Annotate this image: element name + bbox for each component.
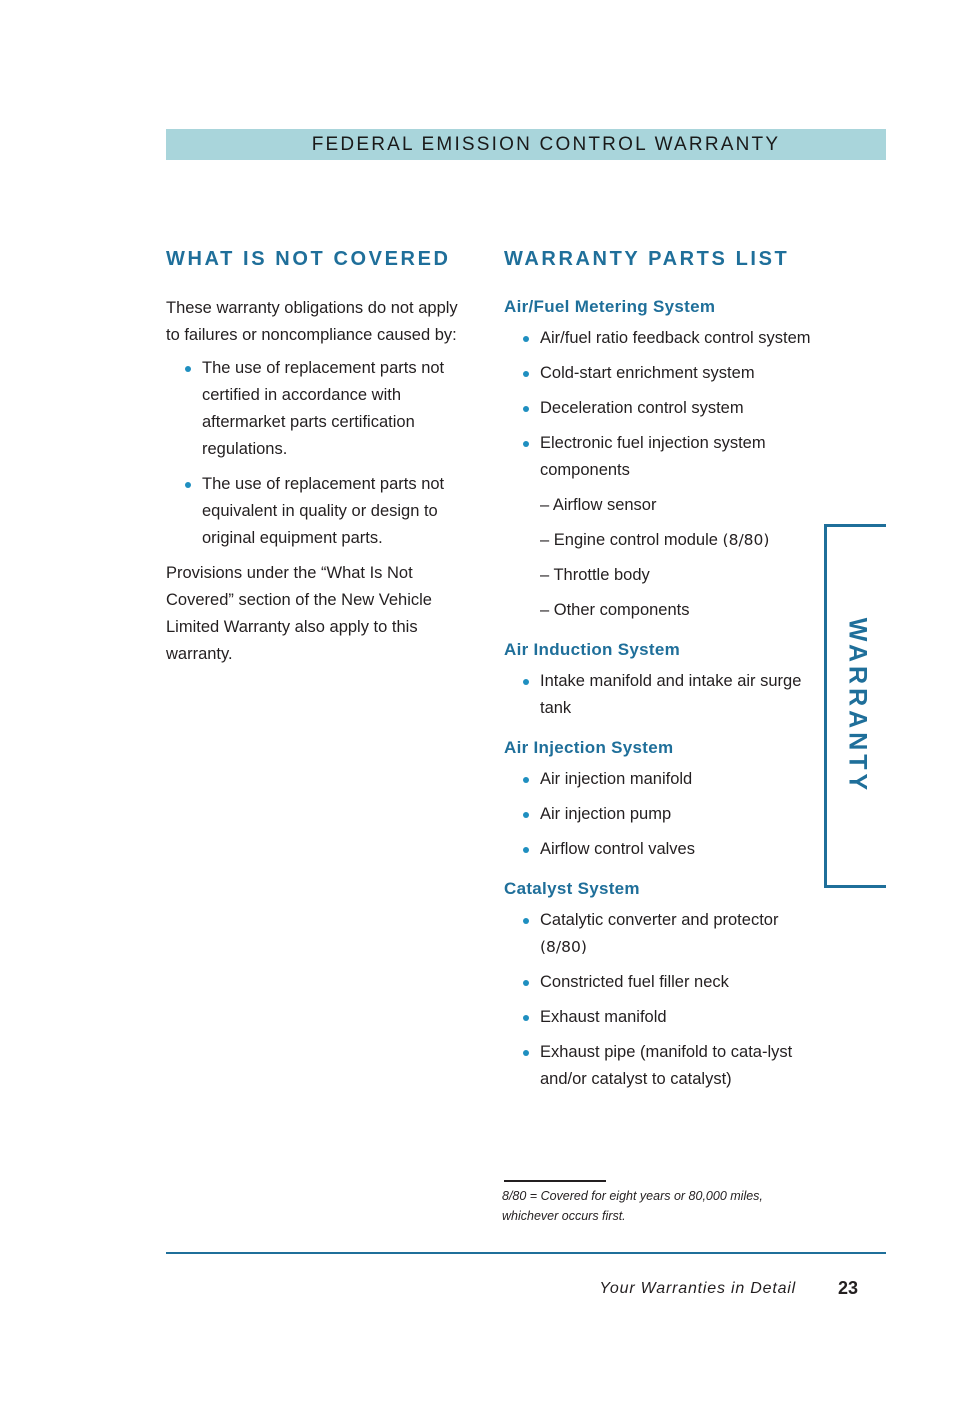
parts-list xyxy=(504,766,814,863)
bullet-icon xyxy=(523,1015,529,1021)
bullet-icon xyxy=(523,1050,529,1056)
list-item: Air injection pump xyxy=(504,801,814,828)
parts-list xyxy=(504,907,814,1093)
bullet-icon xyxy=(185,366,191,372)
page-number: 23 xyxy=(837,1278,859,1298)
bullet-icon xyxy=(523,980,529,986)
bullet-icon xyxy=(523,441,529,447)
footer-divider xyxy=(166,1252,886,1254)
bullet-icon xyxy=(523,336,529,342)
intro-paragraph: These warranty obligations do not apply to failures or noncompliance caused by: xyxy=(166,299,458,344)
coverage-tag: (8/80) xyxy=(540,938,587,956)
sub-item: – Airflow sensor xyxy=(540,496,657,514)
bullet-icon xyxy=(523,918,529,924)
list-item: Cold-start enrichment system xyxy=(504,360,814,387)
bullet-icon xyxy=(523,406,529,412)
sub-item: – Other components xyxy=(540,601,690,619)
exclusions-list xyxy=(166,355,466,552)
bullet-icon xyxy=(523,371,529,377)
parts-list xyxy=(504,325,814,484)
parts-section-air-fuel xyxy=(504,295,814,624)
left-column xyxy=(166,245,466,668)
parts-list xyxy=(504,668,814,722)
page-header-title: FEDERAL EMISSION CONTROL WARRANTY xyxy=(311,134,781,155)
coverage-tag: (8/80) xyxy=(722,531,770,549)
bullet-icon xyxy=(523,679,529,685)
list-item: Deceleration control system xyxy=(504,395,814,422)
list-item: The use of replacement parts not equivalent in quality or design to original equipment parts. xyxy=(166,471,466,552)
section-title: Air/Fuel Metering System xyxy=(504,297,716,316)
list-item: Intake manifold and intake air surge tank xyxy=(504,668,814,722)
bullet-icon xyxy=(523,847,529,853)
section-title: Air Induction System xyxy=(504,640,681,659)
sub-item: – Engine control module (8/80) xyxy=(540,531,770,549)
bullet-icon xyxy=(185,482,191,488)
parts-section-air-injection xyxy=(504,736,814,863)
list-item: Exhaust pipe (manifold to cata-lyst and/or catalyst to catalyst) xyxy=(504,1039,814,1093)
bullet-icon xyxy=(523,812,529,818)
footnote: 8/80 = Covered for eight years or 80,000 miles, whichever occurs first. xyxy=(502,1189,763,1223)
list-item: Airflow control valves xyxy=(504,836,814,863)
list-item: Exhaust manifold xyxy=(504,1004,814,1031)
list-item: Electronic fuel injection system components xyxy=(504,430,814,484)
list-item: The use of replacement parts not certified in accordance with aftermarket parts certification regulations. xyxy=(166,355,466,463)
list-item: Air injection manifold xyxy=(504,766,814,793)
list-item: Constricted fuel filler neck xyxy=(504,969,814,996)
footnote-divider xyxy=(504,1180,606,1182)
parts-section-catalyst xyxy=(504,877,814,1093)
right-column xyxy=(504,245,814,1107)
section-heading-parts-list: WARRANTY PARTS LIST xyxy=(504,248,790,270)
closing-paragraph: Provisions under the “What Is Not Covered” section of the New Vehicle Limited Warranty also apply to this warranty. xyxy=(166,564,432,663)
section-title: Catalyst System xyxy=(504,879,640,898)
sub-item: – Throttle body xyxy=(540,566,650,584)
section-title: Air Injection System xyxy=(504,738,674,757)
parts-section-air-induction xyxy=(504,638,814,722)
footer-section-label: Your Warranties in Detail xyxy=(599,1280,796,1297)
section-heading-not-covered: WHAT IS NOT COVERED xyxy=(166,248,451,270)
list-item: Catalytic converter and protector (8/80) xyxy=(504,907,814,961)
bullet-icon xyxy=(523,777,529,783)
side-tab-label: WARRANTY xyxy=(843,617,872,795)
list-item: Air/fuel ratio feedback control system xyxy=(504,325,814,352)
